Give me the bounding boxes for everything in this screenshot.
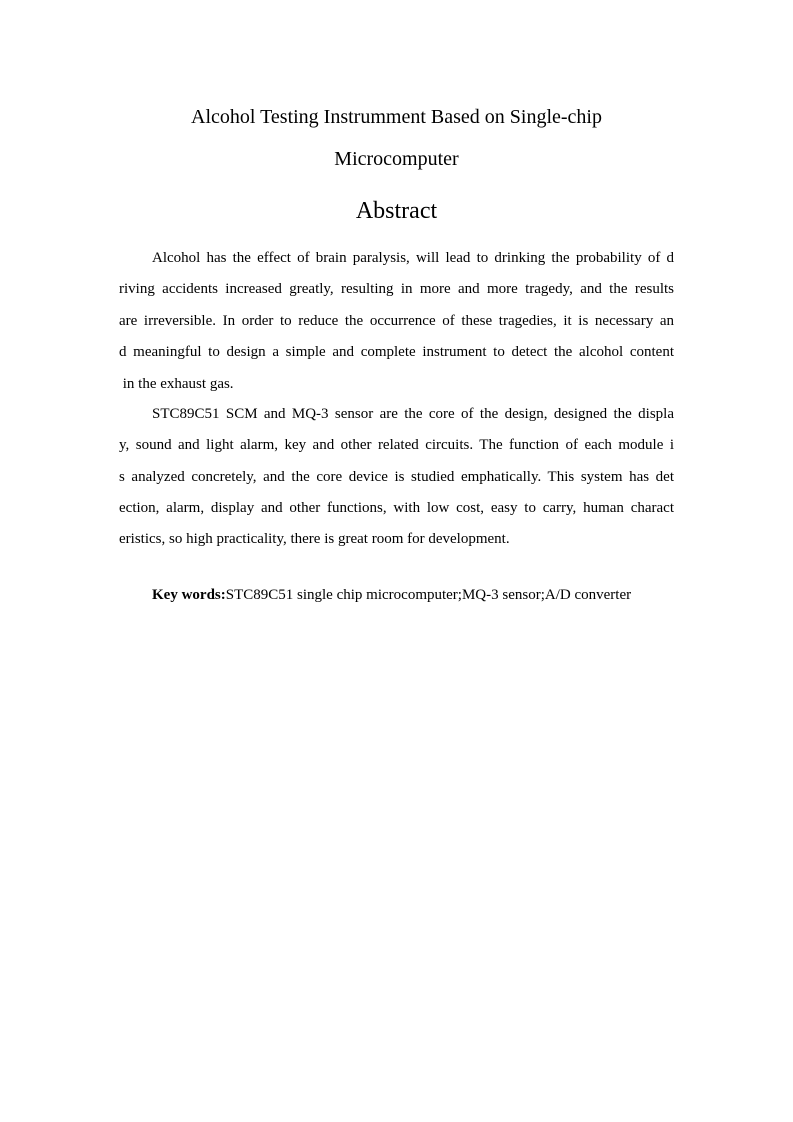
paragraph-2-line-4: ection, alarm, display and other functions, with low cost, easy to carry, human charact <box>119 500 674 516</box>
paragraph-1-line-2: riving accidents increased greatly, resulting in more and more tragedy, and the results <box>119 281 674 297</box>
paragraph-2-line-2: y, sound and light alarm, key and other related circuits. The function of each module i <box>119 437 674 453</box>
paragraph-1-line-4: d meaningful to design a simple and complete instrument to detect the alcohol content <box>119 344 674 360</box>
keywords-label: Key words: <box>152 587 226 603</box>
abstract-heading: Abstract <box>355 198 438 224</box>
paragraph-2-line-1: STC89C51 SCM and MQ-3 sensor are the core of the design, designed the displa <box>152 406 674 422</box>
paragraph-1-line-1: Alcohol has the effect of brain paralysis, will lead to drinking the probability of d <box>152 250 674 266</box>
paragraph-1-line-3: are irreversible. In order to reduce the occurrence of these tragedies, it is necessary an <box>119 313 674 329</box>
paragraph-2-line-3: s analyzed concretely, and the core device is studied emphatically. This system has det <box>119 469 674 485</box>
paragraph-2-line-5: eristics, so high practicality, there is great room for development. <box>119 531 510 547</box>
title-line-2: Microcomputer <box>334 148 459 170</box>
keywords-value: STC89C51 single chip microcomputer;MQ-3 sensor;A/D converter <box>225 587 632 603</box>
title-line-1: Alcohol Testing Instrumment Based on Single-chip <box>191 106 602 128</box>
keywords-line <box>152 586 631 604</box>
paragraph-1-line-5: in the exhaust gas. <box>119 376 234 392</box>
